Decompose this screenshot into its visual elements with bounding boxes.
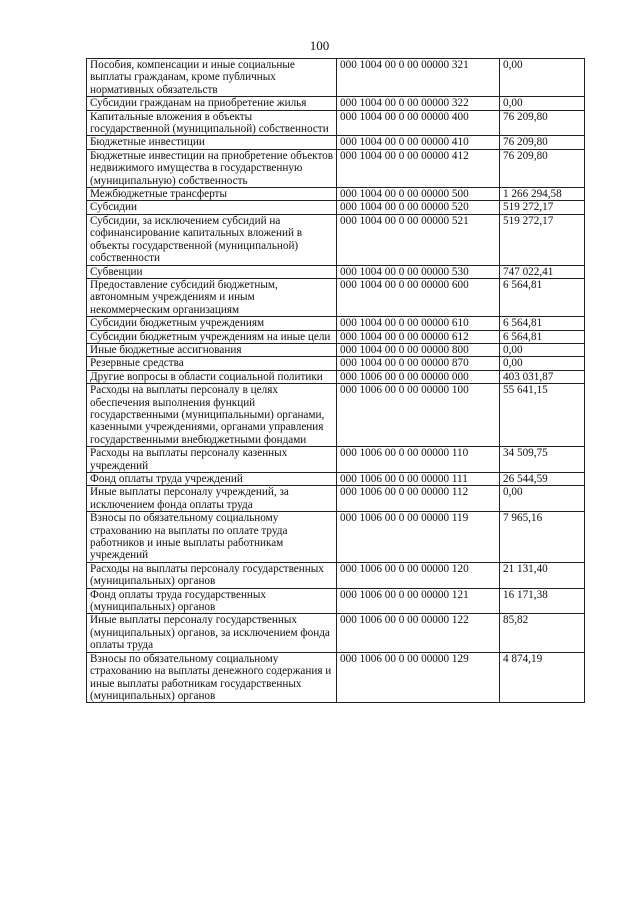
table-row <box>87 201 585 214</box>
row-code-cell: 000 1006 00 0 00 00000 112 <box>337 486 500 512</box>
table-row <box>87 188 585 201</box>
table-row <box>87 370 585 383</box>
row-code-cell: 000 1004 00 0 00 00000 520 <box>337 201 500 214</box>
row-value-cell: 6 564,81 <box>500 330 585 343</box>
table-row <box>87 447 585 473</box>
row-name-cell: Субсидии, за исключением субсидий на софинансирование капитальных вложений в объекты государственной (муниципальной) собственности <box>87 214 337 265</box>
row-value-cell: 7 965,16 <box>500 512 585 563</box>
row-name-cell: Иные бюджетные ассигнования <box>87 343 337 356</box>
row-value-cell: 0,00 <box>500 97 585 110</box>
row-name-cell: Фонд оплаты труда учреждений <box>87 473 337 486</box>
row-value-cell: 0,00 <box>500 343 585 356</box>
table-row <box>87 486 585 512</box>
row-code-cell: 000 1004 00 0 00 00000 321 <box>337 59 500 97</box>
row-value-cell: 403 031,87 <box>500 370 585 383</box>
row-name-cell: Субсидии гражданам на приобретение жилья <box>87 97 337 110</box>
table-row <box>87 214 585 265</box>
row-name-cell: Иные выплаты персоналу учреждений, за исключением фонда оплаты труда <box>87 486 337 512</box>
row-value-cell: 26 544,59 <box>500 473 585 486</box>
row-value-cell: 747 022,41 <box>500 265 585 278</box>
row-name-cell: Бюджетные инвестиции <box>87 136 337 149</box>
row-code-cell: 000 1004 00 0 00 00000 521 <box>337 214 500 265</box>
row-value-cell: 6 564,81 <box>500 278 585 316</box>
row-name-cell: Расходы на выплаты персоналу казенных учреждений <box>87 447 337 473</box>
row-value-cell: 0,00 <box>500 486 585 512</box>
row-value-cell: 55 641,15 <box>500 384 585 447</box>
table-row <box>87 97 585 110</box>
row-value-cell: 0,00 <box>500 357 585 370</box>
row-value-cell: 1 266 294,58 <box>500 188 585 201</box>
row-value-cell: 21 131,40 <box>500 562 585 588</box>
table-row <box>87 343 585 356</box>
row-code-cell: 000 1004 00 0 00 00000 612 <box>337 330 500 343</box>
row-code-cell: 000 1004 00 0 00 00000 500 <box>337 188 500 201</box>
table-row <box>87 384 585 447</box>
row-code-cell: 000 1004 00 0 00 00000 322 <box>337 97 500 110</box>
row-code-cell: 000 1004 00 0 00 00000 870 <box>337 357 500 370</box>
row-code-cell: 000 1006 00 0 00 00000 122 <box>337 614 500 652</box>
table-row <box>87 59 585 97</box>
row-name-cell: Иные выплаты персоналу государственных (муниципальных) органов, за исключением фонда оплаты труда <box>87 614 337 652</box>
row-code-cell: 000 1006 00 0 00 00000 100 <box>337 384 500 447</box>
row-name-cell: Предоставление субсидий бюджетным, автономным учреждениям и иным некоммерческим организациям <box>87 278 337 316</box>
row-code-cell: 000 1006 00 0 00 00000 121 <box>337 588 500 614</box>
row-code-cell: 000 1004 00 0 00 00000 410 <box>337 136 500 149</box>
table-row <box>87 136 585 149</box>
row-code-cell: 000 1006 00 0 00 00000 119 <box>337 512 500 563</box>
row-value-cell: 76 209,80 <box>500 149 585 187</box>
row-value-cell: 34 509,75 <box>500 447 585 473</box>
row-name-cell: Бюджетные инвестиции на приобретение объектов недвижимого имущества в государственную (муниципальную) собственность <box>87 149 337 187</box>
row-value-cell: 4 874,19 <box>500 652 585 703</box>
row-name-cell: Расходы на выплаты персоналу в целях обеспечения выполнения функций государственными (муниципальными) органами, казенными учреждениями, органами управления государственными внебюджетными фондами <box>87 384 337 447</box>
row-value-cell: 16 171,38 <box>500 588 585 614</box>
table-row <box>87 512 585 563</box>
row-code-cell: 000 1006 00 0 00 00000 110 <box>337 447 500 473</box>
row-name-cell: Капитальные вложения в объекты государственной (муниципальной) собственности <box>87 110 337 136</box>
row-code-cell: 000 1004 00 0 00 00000 600 <box>337 278 500 316</box>
table-row <box>87 317 585 330</box>
row-code-cell: 000 1004 00 0 00 00000 400 <box>337 110 500 136</box>
table-row <box>87 652 585 703</box>
row-name-cell: Межбюджетные трансферты <box>87 188 337 201</box>
table-row <box>87 614 585 652</box>
table-row <box>87 357 585 370</box>
row-code-cell: 000 1006 00 0 00 00000 120 <box>337 562 500 588</box>
page-number: 100 <box>309 38 330 53</box>
table-body <box>87 59 585 703</box>
row-name-cell: Взносы по обязательному социальному страхованию на выплаты денежного содержания и иные выплаты работникам государственных (муниципальных) органов <box>87 652 337 703</box>
table-row <box>87 149 585 187</box>
row-name-cell: Взносы по обязательному социальному страхованию на выплаты по оплате труда работников и иные выплаты работникам учреждений <box>87 512 337 563</box>
row-value-cell: 519 272,17 <box>500 201 585 214</box>
table-row <box>87 562 585 588</box>
row-name-cell: Субсидии бюджетным учреждениям <box>87 317 337 330</box>
row-value-cell: 519 272,17 <box>500 214 585 265</box>
row-code-cell: 000 1004 00 0 00 00000 800 <box>337 343 500 356</box>
row-name-cell: Субсидии <box>87 201 337 214</box>
row-code-cell: 000 1006 00 0 00 00000 000 <box>337 370 500 383</box>
row-name-cell: Резервные средства <box>87 357 337 370</box>
row-code-cell: 000 1004 00 0 00 00000 412 <box>337 149 500 187</box>
table-row <box>87 278 585 316</box>
row-value-cell: 6 564,81 <box>500 317 585 330</box>
row-name-cell: Субсидии бюджетным учреждениям на иные цели <box>87 330 337 343</box>
row-code-cell: 000 1006 00 0 00 00000 111 <box>337 473 500 486</box>
row-name-cell: Субвенции <box>87 265 337 278</box>
table-row <box>87 473 585 486</box>
budget-table <box>86 58 585 703</box>
row-name-cell: Фонд оплаты труда государственных (муниципальных) органов <box>87 588 337 614</box>
row-value-cell: 85,82 <box>500 614 585 652</box>
row-name-cell: Пособия, компенсации и иные социальные выплаты гражданам, кроме публичных нормативных обязательств <box>87 59 337 97</box>
row-name-cell: Расходы на выплаты персоналу государственных (муниципальных) органов <box>87 562 337 588</box>
table-row <box>87 265 585 278</box>
row-code-cell: 000 1004 00 0 00 00000 610 <box>337 317 500 330</box>
row-value-cell: 76 209,80 <box>500 110 585 136</box>
row-code-cell: 000 1006 00 0 00 00000 129 <box>337 652 500 703</box>
row-code-cell: 000 1004 00 0 00 00000 530 <box>337 265 500 278</box>
table-row <box>87 588 585 614</box>
table-row <box>87 110 585 136</box>
row-value-cell: 0,00 <box>500 59 585 97</box>
table-row <box>87 330 585 343</box>
row-value-cell: 76 209,80 <box>500 136 585 149</box>
row-name-cell: Другие вопросы в области социальной политики <box>87 370 337 383</box>
